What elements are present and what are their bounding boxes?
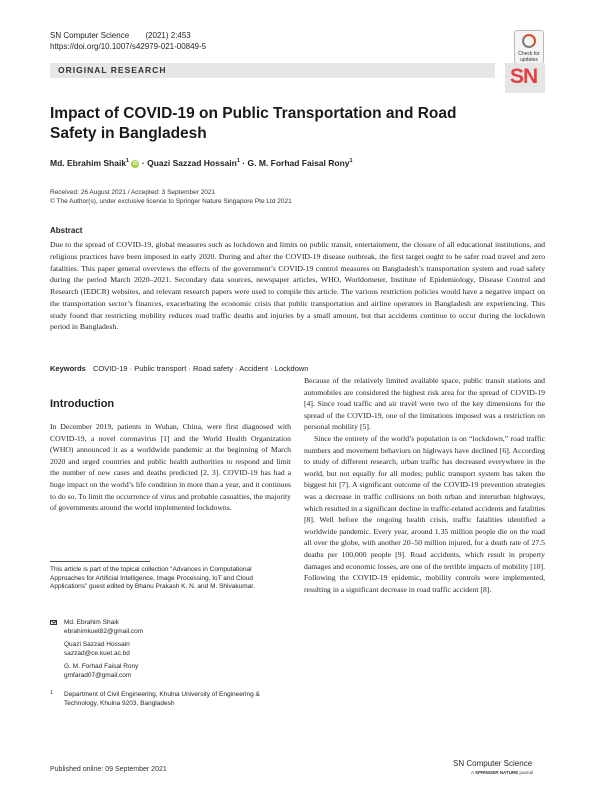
affiliation-number: 1 [50, 690, 53, 696]
author-name[interactable]: Quazi Sazzad Hossain [147, 157, 237, 168]
affiliation-marker: 1 [126, 158, 130, 164]
topical-collection-note: This article is part of the topical collection “Advances in Computational Approaches for Artificial Intelligence, Image Processing, IoT and Cloud Applications” guest edited by Bhanu Prakash K. N. and M. Shivakumar. [50, 566, 255, 591]
paragraph: Because of the relatively limited available space, public transit stations and automobiles are considered the highest risk area for the spread of COVID-19 [4]. Since road traffic and air travel were two of the key dimensions for the spread of the COVID-19, one of the limitations imposed was a restriction on personal mobility [5]. [304, 376, 545, 432]
envelope-icon [50, 620, 57, 625]
check-updates-icon [522, 34, 536, 48]
affiliation-marker: 1 [349, 158, 353, 164]
orcid-icon[interactable]: iD [132, 160, 138, 167]
affiliation [50, 691, 285, 713]
contact-email[interactable]: ebrahimkuet82@gmail.com [64, 627, 144, 635]
keywords-list: COVID-19 · Public transport · Road safety · Accident · Lockdown [92, 364, 309, 373]
author-list [50, 155, 520, 169]
footer-journal-name: SN Computer Science [453, 759, 533, 768]
left-column-text [50, 421, 291, 514]
corresponding-author [50, 619, 285, 637]
publisher-suffix: journal [519, 770, 533, 775]
author-separator: · [141, 157, 145, 168]
author-separator: · [242, 157, 246, 168]
contact-name: Md. Ebrahim Shaik [64, 619, 119, 626]
footnote-rule [50, 561, 150, 562]
abstract-heading: Abstract [50, 226, 83, 235]
contact-entry [50, 641, 285, 659]
copyright-notice: © The Author(s), under exclusive licence to Springer Nature Singapore Pte Ltd 2021 [50, 198, 292, 205]
header-journal-line [50, 31, 191, 41]
affiliation-text: Department of Civil Engineering, Khulna University of Engineering & Technology, Khulna 9203, Bangladesh [64, 691, 260, 707]
author-name[interactable]: G. M. Forhad Faisal Rony [247, 157, 350, 168]
check-for-updates-badge[interactable] [514, 30, 544, 64]
journal-name: SN Computer Science [50, 31, 130, 40]
right-column-text [304, 375, 545, 595]
contact-email[interactable]: sazzad@ce.kuet.ac.bd [64, 649, 130, 657]
keywords-line [50, 364, 545, 373]
published-online-date: Published online: 09 September 2021 [50, 766, 167, 773]
article-title: Impact of COVID-19 on Public Transportation and Road Safety in Bangladesh [50, 105, 457, 142]
keywords-label: Keywords [50, 364, 86, 373]
section-label: ORIGINAL RESEARCH [58, 65, 167, 75]
author-name[interactable]: Md. Ebrahim Shaik [50, 157, 127, 168]
publisher-prefix: A [471, 770, 474, 775]
paragraph: In December 2019, patients in Wuhan, China, were first diagnosed with COVID-19, a novel coronavirus [1] and the World Health Organization (WHO) announced it as a worldwide pandemic at the beginning of March 2020 and urged countries and public health authorities to respond and limit the number of new cases and deaths predicted [2, 3]. COVID-19 has had a huge impact on the world’s life condition in more than a year, and it continues to do so. To limit the occurrence of virus and probable casualties, the majority of governments around the world implemented lockdowns. [50, 422, 291, 513]
section-label-bar [50, 63, 495, 78]
publisher-brand: SPRINGER NATURE [475, 770, 519, 775]
publisher-mark [471, 770, 533, 775]
affiliation-marker: 1 [236, 158, 240, 164]
received-accepted-dates: Received: 26 August 2021 / Accepted: 3 September 2021 [50, 189, 216, 196]
doi-link[interactable]: https://doi.org/10.1007/s42979-021-00849-5 [50, 42, 207, 51]
issue-number: (2021) 2:453 [145, 31, 191, 40]
abstract-text: Due to the spread of COVID-19, global measures such as lockdown and limits on public transit, entertainment, the closure of all educational institutions, and religious practices have been imposed in early 2020. During and after the COVID-19 disease outbreak, the first target ought to be safer road travel and zero fatalities. This paper general overviews the effects of the government’s COVID-19 control measures on Bangladesh’s transportation system and road safety during the period March 2020–2021. Secondary data sources, newspaper articles, WHO, Worldometer, Institute of Epidemiology, Disease Control and Research (IEDCR) websites, and relevant research papers were used to compile this article. The various restriction policies would have a negative impact on the transportation sector’s finances, exacerbating the economic crisis that public transportation and airline operators in Bangladesh are experiencing. This study found that restricting mobility reduces road traffic deaths and injuries by a small amount, but that accidents continue to occur during the lockdown period in Bangladesh. [50, 240, 545, 332]
contact-email[interactable]: gmfarad07@gmail.com [64, 671, 132, 679]
contact-entry [50, 663, 285, 681]
check-updates-label: Check for updates [518, 51, 540, 63]
paragraph: Since the entirety of the world’s population is on “lockdown,” road traffic numbers and movement behaviors on highways have declined [6]. According to study of different research, urban traffic has decreased everywhere in the world, but not equally for all modes; public transport system has taken the biggest hit [7]. A significant outcome of the COVID-19 prevention strategies was a decrease in traffic collisions on both urban and interurban highways, which resulted in a significant decline in traffic-related accidents and fatalities [8]. Well before the ongoing health crisis, traffic fatalities identified a worldwide pandemic. Every year, around 1.35 million people die on the road all over the globe, with another 20–50 million injured, for a death rate of 27.5 deaths per 100,000 people [9]. Road accidents, which result in property damages and economic losses, are one of the terrible impacts of mobility [10]. Following the COVID-19 epidemic, mobility controls were implemented, resulting in a significant decrease in road traffic accident [8]. [304, 433, 545, 594]
sn-logo-text: SN [510, 65, 538, 88]
contact-name: Quazi Sazzad Hossain [64, 641, 130, 648]
sn-logo [505, 63, 545, 93]
introduction-heading: Introduction [50, 398, 115, 410]
contact-name: G. M. Forhad Faisal Rony [64, 663, 139, 670]
